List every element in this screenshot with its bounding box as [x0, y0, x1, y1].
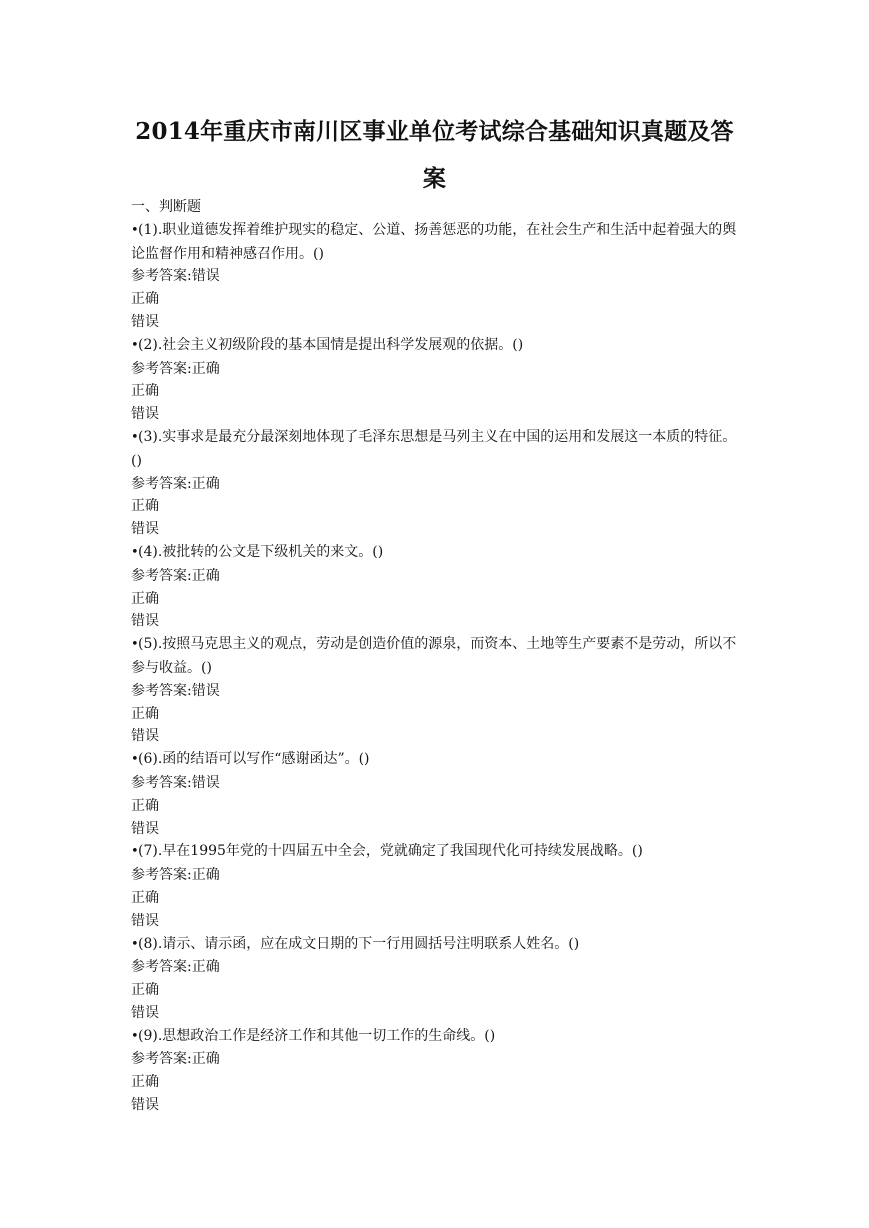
- document-content: [131, 196, 741, 1117]
- bullet-icon: •: [131, 637, 139, 653]
- question-text: •(4).被批转的公文是下级机关的来文。(): [131, 541, 741, 565]
- question-text: •(5).按照马克思主义的观点，劳动是创造价值的源泉，而资本、土地等生产要素不是劳动，所以不参与收益。(): [131, 636, 737, 676]
- answer-line: 参考答案:正确: [131, 360, 220, 377]
- title-line-1: 2014年重庆市南川区事业单位考试综合基础知识真题及答: [135, 118, 734, 145]
- question-text: •(7).早在1995年党的十四届五中全会，党就确定了我国现代化可持续发展战略。(): [131, 840, 741, 864]
- answer-line: 参考答案:错误: [131, 682, 220, 699]
- question-block: [131, 748, 741, 840]
- question-text: •(6).函的结语可以写作“感谢函达”。(): [131, 748, 741, 772]
- bullet-icon: •: [131, 844, 139, 860]
- question-text: •(3).实事求是最充分最深刻地体现了毛泽东思想是马列主义在中国的运用和发展这一本质的特征。(): [131, 428, 737, 469]
- document-title: [92, 108, 777, 202]
- option-correct: 正确: [131, 705, 159, 722]
- question-block: [131, 219, 741, 334]
- question-text: •(1).职业道德发挥着维护现实的稳定、公道、扬善惩恶的功能，在社会生产和生活中起着强大的舆论监督作用和精神感召作用。(): [131, 221, 737, 262]
- option-wrong: 错误: [131, 521, 159, 538]
- option-wrong: 错误: [131, 613, 159, 630]
- bullet-icon: •: [131, 1028, 139, 1044]
- question-block: [131, 633, 741, 748]
- option-wrong: 错误: [131, 912, 159, 929]
- answer-line: 参考答案:正确: [131, 959, 220, 976]
- question-block: [131, 933, 741, 1025]
- option-wrong: 错误: [131, 313, 159, 330]
- question-text: •(8).请示、请示函，应在成文日期的下一行用圆括号注明联系人姓名。(): [131, 933, 741, 957]
- answer-line: 参考答案:错误: [131, 268, 220, 285]
- option-wrong: 错误: [131, 1004, 159, 1021]
- title-line-2: 案: [422, 165, 447, 192]
- question-block: [131, 840, 741, 932]
- option-correct: 正确: [131, 1074, 159, 1091]
- bullet-icon: •: [131, 337, 139, 353]
- question-block: [131, 541, 741, 633]
- answer-line: 参考答案:正确: [131, 867, 220, 884]
- bullet-icon: •: [131, 544, 139, 560]
- option-correct: 正确: [131, 797, 159, 814]
- question-block: [131, 334, 741, 426]
- answer-line: 参考答案:正确: [131, 567, 220, 584]
- bullet-icon: •: [131, 429, 139, 445]
- option-correct: 正确: [131, 590, 159, 607]
- option-correct: 正确: [131, 889, 159, 906]
- option-wrong: 错误: [131, 1097, 159, 1114]
- answer-line: 参考答案:正确: [131, 1051, 220, 1068]
- question-text: •(9).思想政治工作是经济工作和其他一切工作的生命线。(): [131, 1025, 741, 1049]
- answer-line: 参考答案:正确: [131, 475, 220, 492]
- option-wrong: 错误: [131, 406, 159, 423]
- option-correct: 正确: [131, 291, 159, 308]
- option-wrong: 错误: [131, 728, 159, 745]
- question-block: [131, 1025, 741, 1117]
- answer-line: 参考答案:错误: [131, 774, 220, 791]
- option-wrong: 错误: [131, 820, 159, 837]
- option-correct: 正确: [131, 498, 159, 515]
- option-correct: 正确: [131, 383, 159, 400]
- section-heading: 一、判断题: [131, 199, 201, 215]
- question-block: [131, 426, 741, 541]
- question-text: •(2).社会主义初级阶段的基本国情是提出科学发展观的依据。(): [131, 334, 741, 358]
- bullet-icon: •: [131, 222, 139, 238]
- option-correct: 正确: [131, 982, 159, 999]
- bullet-icon: •: [131, 752, 139, 768]
- bullet-icon: •: [131, 936, 139, 952]
